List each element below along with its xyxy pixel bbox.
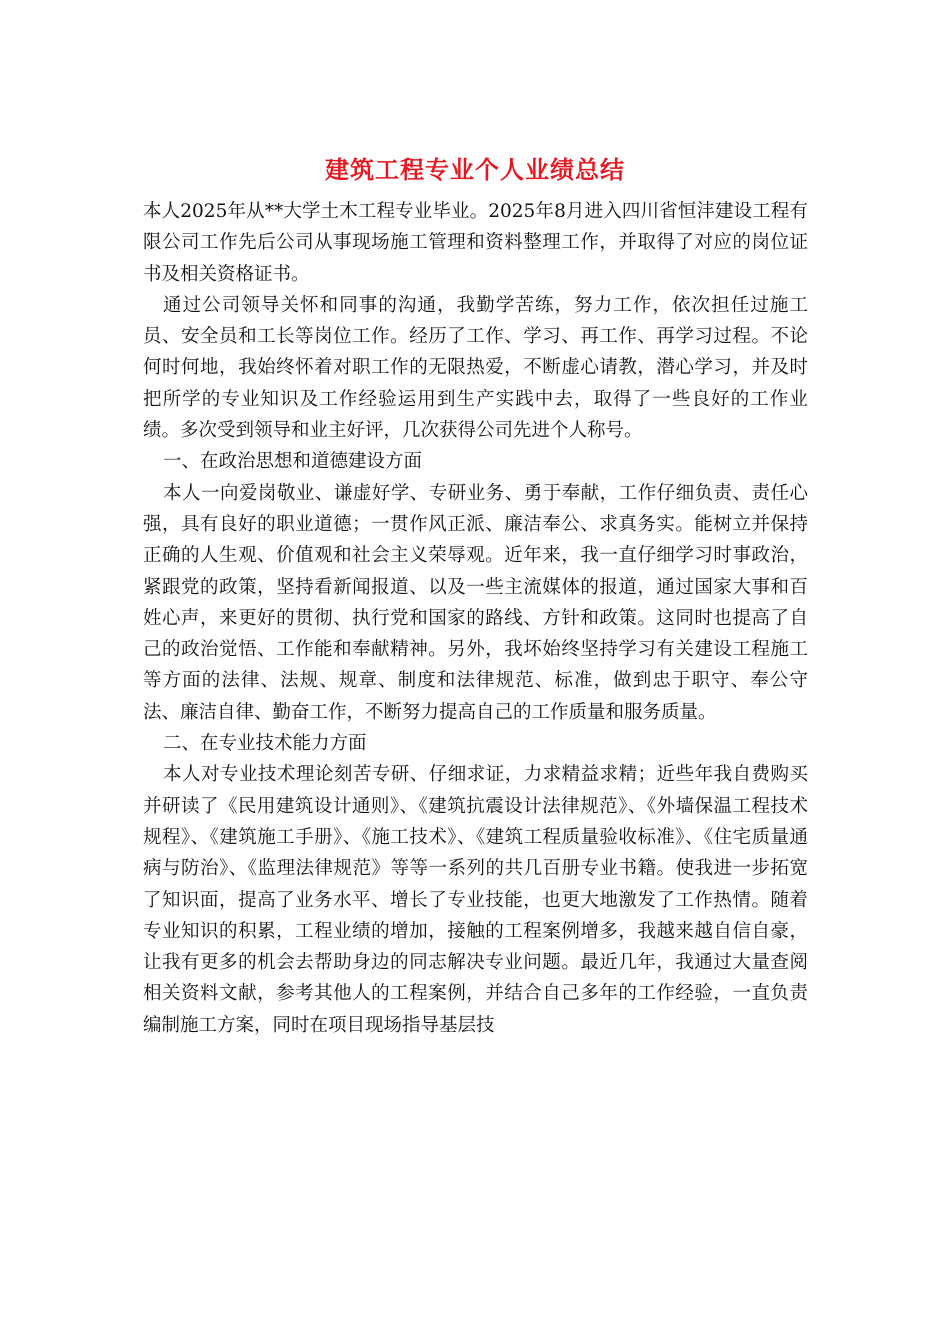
paragraph-intro: 本人2025年从**大学土木工程专业毕业。2025年8月进入四川省恒沣建设工程有限公司工作先后公司从事现场施工管理和资料整理工作，并取得了对应的岗位证书及相关资格证书。 — [143, 201, 808, 285]
document-body — [143, 196, 808, 1041]
section-heading-political: 一、在政治思想和道德建设方面 — [163, 451, 423, 473]
paragraph-career: 通过公司领导关怀和同事的沟通，我勤学苦练，努力工作，依次担任过施工员、安全员和工长等岗位工作。经历了工作、学习、再工作、再学习过程。不论何时何地，我始终怀着对职工作的无限热爱，不断虚心请教，潜心学习，并及时把所学的专业知识及工作经验运用到生产实践中去，取得了一些良好的工作业绩。多次受到领导和业主好评，几次获得公司先进个人称号。 — [143, 294, 808, 442]
section-heading-technical: 二、在专业技术能力方面 — [163, 733, 367, 755]
paragraph-technical: 本人对专业技术理论刻苦专研、仔细求证，力求精益求精；近些年我自费购买并研读了《民用建筑设计通则》、《建筑抗震设计法律规范》、《外墙保温工程技术规程》、《建筑施工手册》、《施工技术》、《建筑工程质量验收标准》、《住宅质量通病与防治》、《监理法律规范》等等一系列的共几百册专业书籍。使我进一步拓宽了知识面，提高了业务水平、增长了专业技能，也更大地激发了工作热情。随着专业知识的积累，工程业绩的增加，接触的工程案例增多，我越来越自信自豪，让我有更多的机会去帮助身边的同志解决专业问题。最近几年，我通过大量查阅相关资料文献，参考其他人的工程案例，并结合自己多年的工作经验，一直负责编制施工方案，同时在项目现场指导基层技 — [143, 764, 808, 1036]
document-title: 建筑工程专业个人业绩总结 — [325, 155, 625, 184]
paragraph-political: 本人一向爱岗敬业、谦虚好学、专研业务、勇于奉献，工作仔细负责、责任心强，具有良好的职业道德；一贯作风正派、廉洁奉公、求真务实。能树立并保持正确的人生观、价值观和社会主义荣辱观。近年来，我一直仔细学习时事政治，紧跟党的政策，坚持看新闻报道、以及一些主流媒体的报道，通过国家大事和百姓心声，来更好的贯彻、执行党和国家的路线、方针和政策。这同时也提高了自己的政治觉悟、工作能和奉献精神。另外，我坏始终坚持学习有关建设工程施工等方面的法律、法规、规章、制度和法律规范、标准，做到忠于职守、奉公守法、廉洁自律、勤奋工作，不断努力提高自己的工作质量和服务质量。 — [143, 482, 808, 723]
